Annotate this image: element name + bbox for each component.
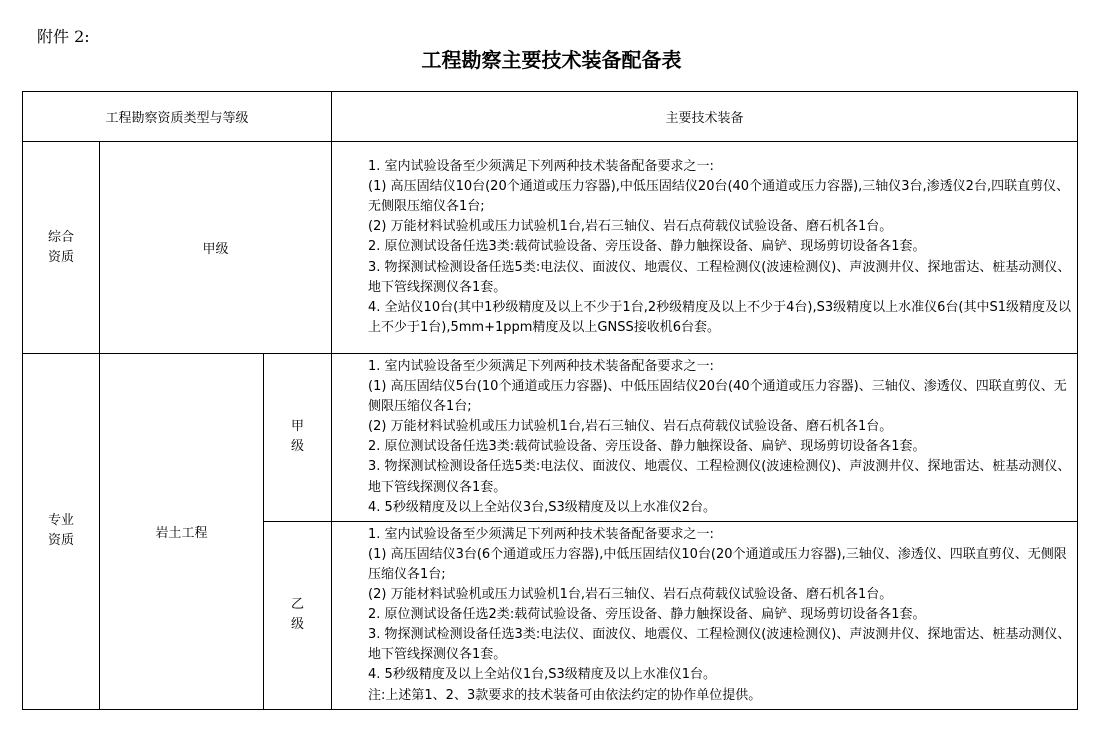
equipment-line: 3. 物探测试检测设备任选3类:电法仪、面波仪、地震仪、工程检测仪(波速检测仪)、声波测井仪、探地雷达、桩基动测仪、地下管线探测仪各1套。 [368,627,1071,663]
attachment-label: 附件 2: [37,27,90,46]
equipment-line: 3. 物探测试检测设备任选5类:电法仪、面波仪、地震仪、工程检测仪(波速检测仪)、声波测井仪、探地雷达、桩基动测仪、地下管线探测仪各1套。 [368,459,1071,495]
table-row-professional-grade-a [23,354,1078,522]
equipment-cell-grade-a [332,354,1078,522]
equipment-cell-grade-b [332,521,1078,709]
equipment-line: 4. 全站仪10台(其中1秒级精度及以上不少于1台,2秒级精度及以上不少于4台),S3级精度以上水准仪6台(其中S1级精度及以上不少于1台),5mm+1ppm精度及以上GNSS接收机6台套。 [368,299,1071,335]
equipment-line: (2) 万能材料试验机或压力试验机1台,岩石三轴仪、岩石点荷载仪试验设备、磨石机各1台。 [368,587,893,603]
header-qualification-type: 工程勘察资质类型与等级 [23,92,332,142]
equipment-note: 注:上述第1、2、3款要求的技术装备可由依法约定的协作单位提供。 [368,687,762,703]
type-line: 专业 [47,513,74,529]
type-line: 资质 [47,249,74,265]
equipment-line: 1. 室内试验设备至少须满足下列两种技术装备配备要求之一: [368,526,714,542]
equipment-line: (2) 万能材料试验机或压力试验机1台,岩石三轴仪、岩石点荷载仪试验设备、磨石机各1台。 [368,219,893,235]
equipment-line: 2. 原位测试设备任选3类:载荷试验设备、旁压设备、静力触探设备、扁铲、现场剪切设备各1套。 [368,439,926,455]
category-geotechnical: 岩土工程 [100,354,264,710]
equipment-line: 3. 物探测试检测设备任选5类:电法仪、面波仪、地震仪、工程检测仪(波速检测仪)、声波测井仪、探地雷达、桩基动测仪、地下管线探测仪各1套。 [368,259,1071,295]
equipment-line: 4. 5秒级精度及以上全站仪3台,S3级精度及以上水准仪2台。 [368,499,717,515]
equipment-table [22,91,1078,710]
equipment-line: 1. 室内试验设备至少须满足下列两种技术装备配备要求之一: [368,359,714,374]
grade-a-cell [264,354,332,522]
grade-line: 乙 [291,597,305,613]
equipment-line: 2. 原位测试设备任选3类:载荷试验设备、旁压设备、静力触探设备、扁铲、现场剪切设备各1套。 [368,239,926,255]
type-line: 综合 [47,229,74,245]
grade-b-cell [264,521,332,709]
grade-line: 甲 [291,419,305,435]
equipment-line: 2. 原位测试设备任选2类:载荷试验设备、旁压设备、静力触探设备、扁铲、现场剪切设备各1套。 [368,607,926,623]
equipment-line: 1. 室内试验设备至少须满足下列两种技术装备配备要求之一: [368,159,714,175]
equipment-cell-comprehensive [332,142,1078,354]
qualification-type-professional [23,354,100,710]
table-header-row [23,92,1078,142]
grade-line: 级 [291,617,305,633]
type-line: 资质 [47,533,74,549]
header-main-equipment: 主要技术装备 [332,92,1078,142]
grade-line: 级 [291,439,305,455]
grade-cell: 甲级 [100,142,332,354]
equipment-line: (1) 高压固结仪10台(20个通道或压力容器),中低压固结仪20台(40个通道或压力容器),三轴仪3台,渗透仪2台,四联直剪仪、无侧限压缩仪各1台; [368,179,1070,215]
equipment-line: (1) 高压固结仪5台(10个通道或压力容器)、中低压固结仪20台(40个通道或压力容器)、三轴仪、渗透仪、四联直剪仪、无侧限压缩仪各1台; [368,379,1067,415]
qualification-type-comprehensive [23,142,100,354]
page-title: 工程勘察主要技术装备配备表 [421,48,682,72]
equipment-line: (1) 高压固结仪3台(6个通道或压力容器),中低压固结仪10台(20个通道或压力容器),三轴仪、渗透仪、四联直剪仪、无侧限压缩仪各1台; [368,546,1067,582]
equipment-line: 4. 5秒级精度及以上全站仪1台,S3级精度及以上水准仪1台。 [368,667,717,683]
table-row-comprehensive [23,142,1078,354]
equipment-line: (2) 万能材料试验机或压力试验机1台,岩石三轴仪、岩石点荷载仪试验设备、磨石机各1台。 [368,419,893,435]
